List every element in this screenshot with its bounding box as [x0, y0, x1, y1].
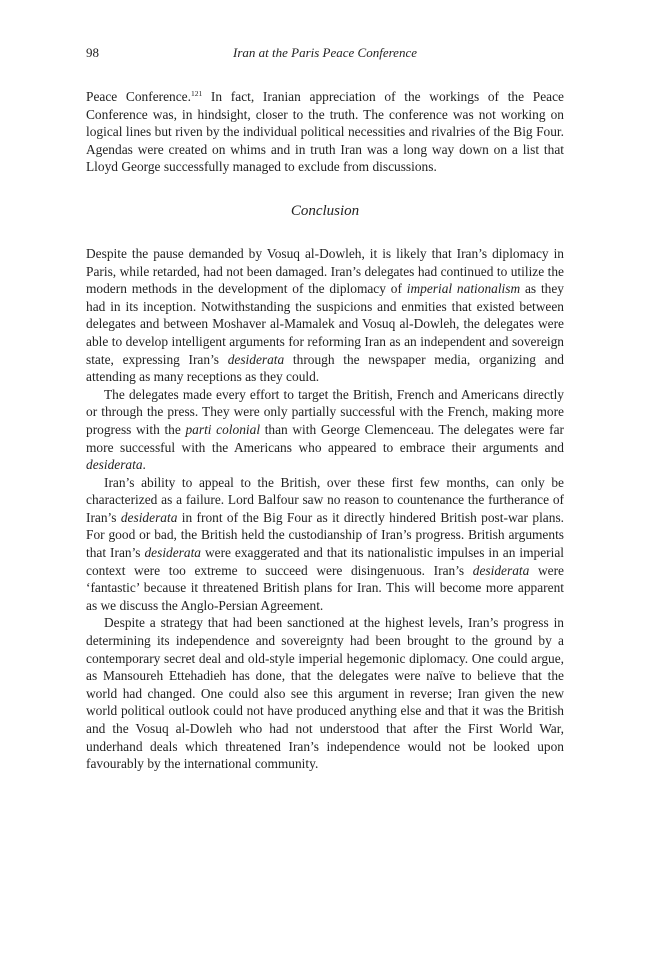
italic-term: desiderata	[120, 509, 178, 525]
endnote-reference[interactable]: 121	[190, 89, 203, 98]
paragraph-text: .	[142, 457, 146, 473]
paragraph-text: Despite the pause demanded by Vosuq al-Dowleh, it is likely that Iran’s diplomacy in Paris, while retarded, had not been damaged. Iran’s delegates had continued to utilize the modern methods in the development of the diplomacy of	[86, 245, 564, 297]
paragraph-continuation	[86, 88, 564, 176]
page-number: 98	[86, 45, 99, 60]
italic-term: desiderata	[227, 351, 285, 367]
paragraph-text: Peace Conference.	[86, 89, 191, 104]
section-heading: Conclusion	[290, 202, 360, 219]
paragraph-text: In fact, Iranian appreciation of the workings of the Peace Conference was, in hindsight, closer to the truth. The conference was not working on logical lines but riven by the individual political necessities and rivalries of the Big Four. Agendas were created on whims and in truth Iran was a long way down on a list that Lloyd George successfully managed to exclude from discussions.	[86, 89, 564, 175]
paragraph-text: in front of the Big Four as it directly hindered British post-war plans. For good or bad, the British held the custodianship of Iran’s progress. British arguments that Iran’s	[86, 509, 564, 561]
paragraph	[86, 245, 564, 386]
paragraph-text: were exaggerated and that its nationalistic impulses in an imperial context were too extreme to succeed were disingenuous. Iran’s	[86, 545, 564, 578]
paragraph: Despite a strategy that had been sanctioned at the highest levels, Iran’s progress in determining its independence and sovereignty had been brought to the ground by a contemporary secret deal and old-style imperial hegemonic diplomacy. One could argue, as Mansoureh Ettehadieh has done, that the delegates were naïve to believe that the world had changed. One could also see this argument in reverse; Iran given the new world political outlook could not have produced anything else and that it was the British and the Vosuq al-Dowleh who had not understood that after the First World War, underhand deals which threatened Iran’s independence would not be looked upon favourably by the international community.	[86, 615, 564, 772]
italic-term: imperial nationalism	[406, 281, 521, 297]
paragraph-text: The delegates made every effort to target the British, French and Americans directly or through the press. They were only partially successful with the French, making more progress with the	[86, 386, 564, 437]
paragraph-text: as they had in its inception. Notwithstanding the suspicions and enmities that existed between delegates and between Moshaver al-Mamalek and Vosuq al-Dowleh, the delegates were able to develop intelligent arguments for reforming Iran as an independent and sovereign state, expressing Iran’s	[86, 281, 565, 367]
italic-term: desiderata	[144, 545, 201, 561]
italic-term: desiderata	[472, 562, 530, 578]
running-title: Iran at the Paris Peace Conference	[233, 45, 417, 60]
paragraph-text: through the newspaper media, organizing and attending as many receptions as they could.	[86, 351, 564, 385]
body-text	[86, 88, 564, 773]
paragraph	[86, 474, 564, 615]
paragraph-text: were ‘fantastic’ because it threatened British plans for Iran. This will become more apparent as we discuss the Anglo-Persian Agreement.	[86, 562, 564, 613]
paragraph-text: than with George Clemenceau. The delegates were far more successful with the Americans who appeared to embrace their arguments and	[86, 421, 564, 455]
running-head	[86, 45, 564, 65]
paragraph-text: Iran’s ability to appeal to the British, over these first few months, can only be characterized as a failure. Lord Balfour saw no reason to countenance the furtherance of Iran’s	[86, 474, 564, 525]
italic-term: parti colonial	[185, 421, 261, 437]
italic-term: desiderata	[86, 457, 143, 473]
paragraph	[86, 386, 564, 474]
